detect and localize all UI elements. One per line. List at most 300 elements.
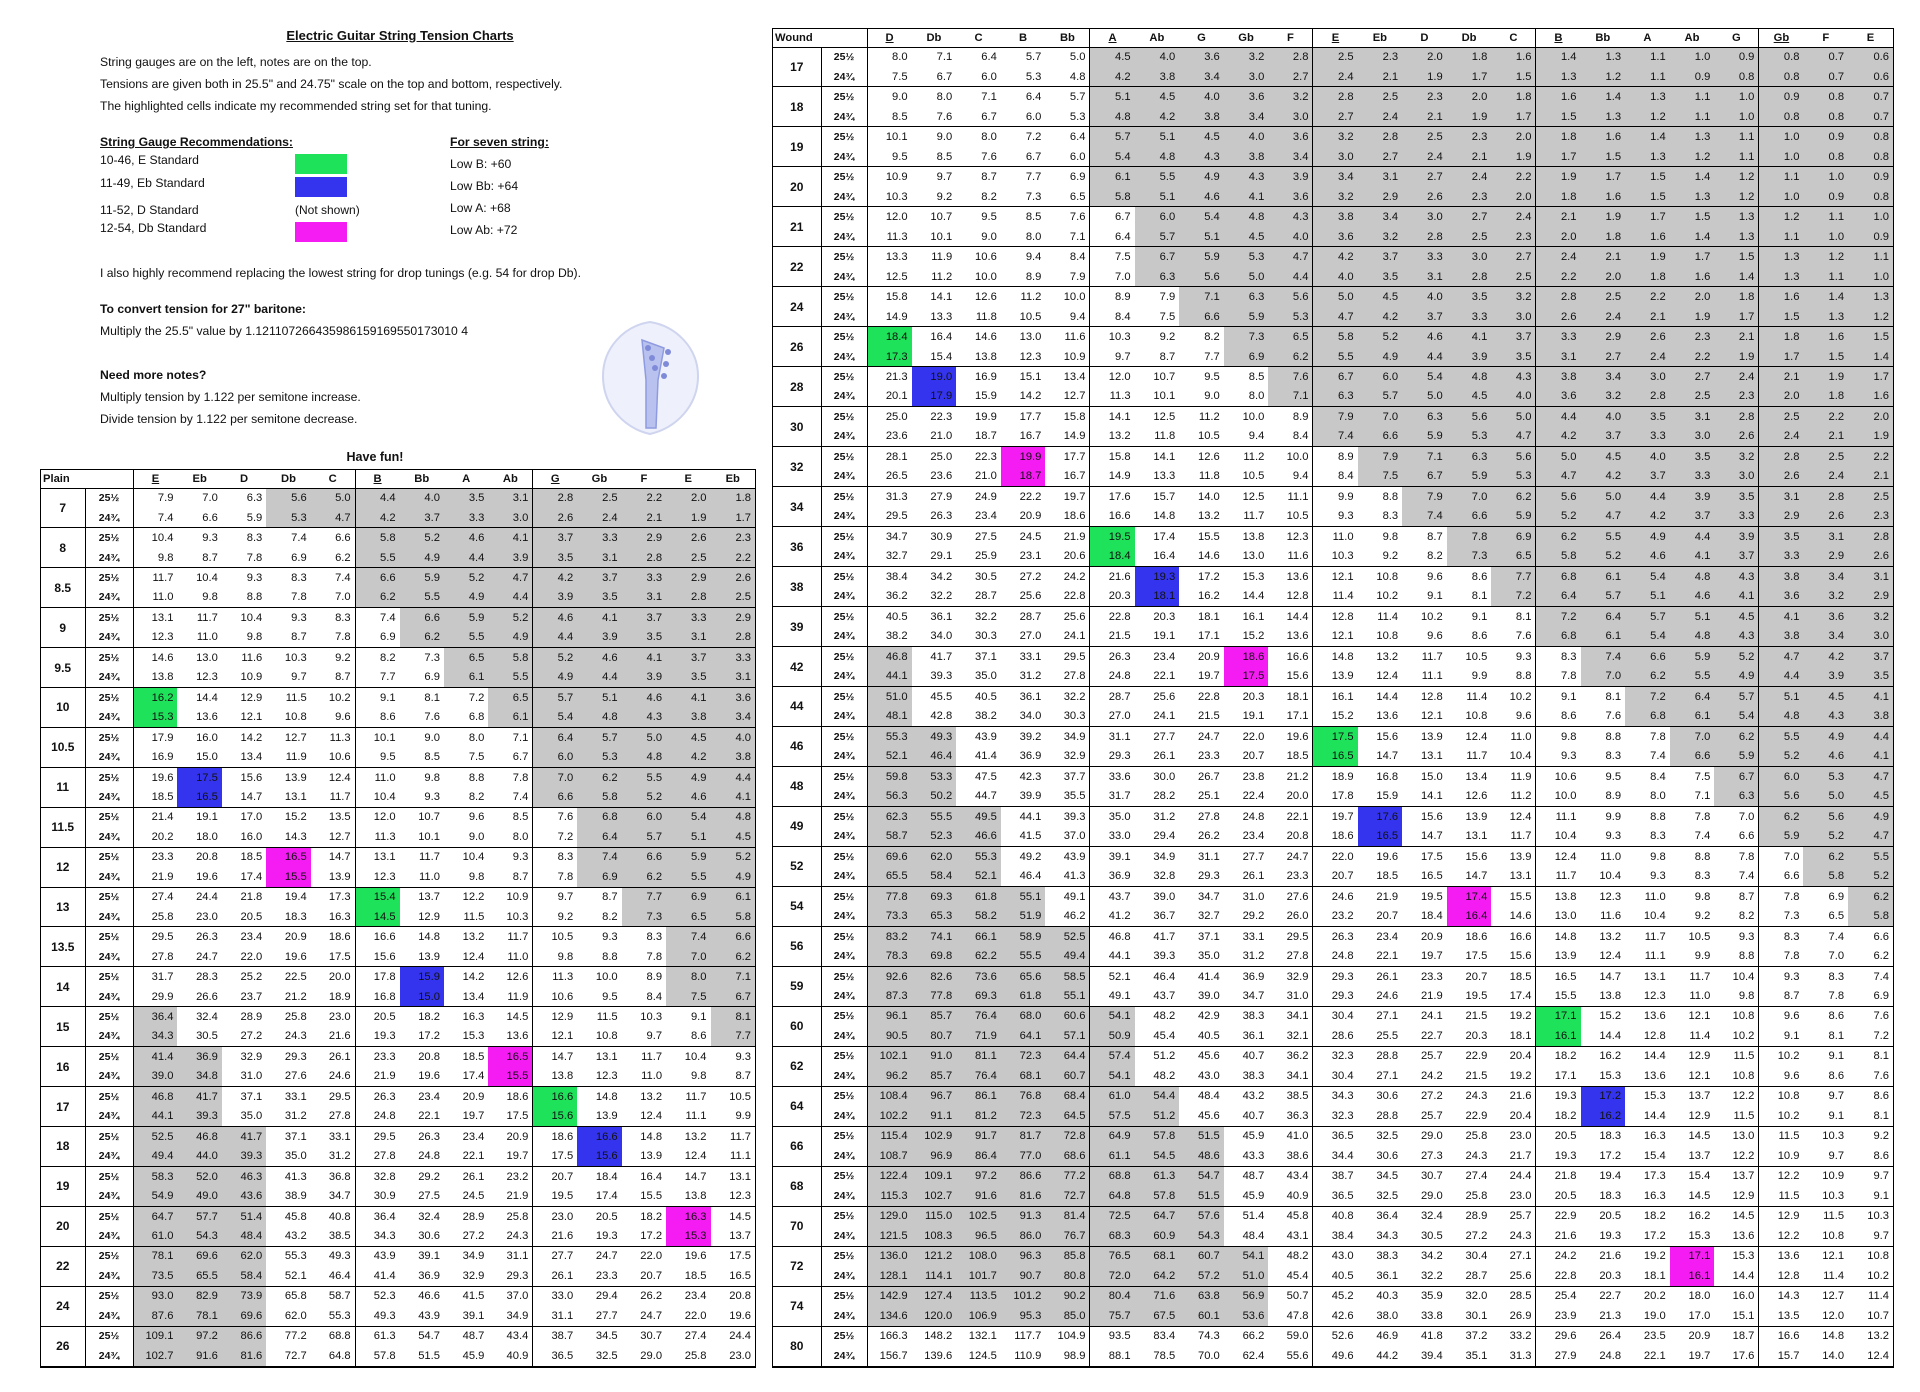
tension-cell: 43.4 (1286, 1170, 1309, 1183)
tension-cell: 17.4 (1447, 886, 1492, 906)
tension-cell: 12.4 (1848, 1346, 1893, 1367)
tension-cell: 8.8 (577, 947, 621, 967)
tension-cell: 1.5 (1759, 307, 1804, 327)
tension-cell: 2.4 (1759, 427, 1804, 447)
tension-cell: 3.0 (1224, 67, 1269, 87)
tension-cell: 6.3 (1224, 287, 1269, 307)
tension-cell: 3.7 (1848, 647, 1893, 667)
plain-table-row (41, 727, 755, 747)
tension-cell: 5.4 (1402, 367, 1447, 387)
tension-cell: 21.2 (266, 987, 310, 1007)
tension-cell: 0.8 (1759, 107, 1804, 127)
tension-cell: 27.8 (311, 1107, 355, 1127)
tension-cell: 0.8 (1848, 187, 1893, 207)
tension-cell: 69.3 (912, 886, 957, 906)
tension-cell: 12.8 (1313, 607, 1358, 627)
tension-cell: 19.7 (488, 1146, 532, 1166)
tension-cell: 2.7 (1670, 367, 1715, 387)
tension-cell: 77.8 (867, 886, 912, 906)
tension-cell: 3.7 (1402, 307, 1447, 327)
tension-cell: 6.9 (266, 548, 310, 568)
tension-cell: 41.3 (284, 1170, 307, 1183)
tension-cell: 19.6 (1376, 850, 1399, 863)
tension-cell: 4.9 (488, 628, 532, 648)
tension-cell: 6.2 (355, 588, 399, 608)
plain-table-row (41, 548, 755, 568)
wound-gauge-cell: 62 (773, 1046, 821, 1086)
tension-cell: 19.3 (1581, 1226, 1626, 1246)
tension-cell: 7.6 (1268, 367, 1313, 387)
tension-cell: 4.1 (1670, 547, 1715, 567)
tension-cell: 11.8 (1135, 427, 1180, 447)
tension-cell: 13.8 (956, 347, 1001, 367)
tension-cell: 24.4 (196, 891, 218, 904)
tension-cell: 14.1 (1153, 450, 1176, 463)
tension-cell: 20.7 (1313, 866, 1358, 886)
tension-cell: 15.2 (284, 811, 307, 824)
tension-cell: 21.9 (355, 1067, 399, 1087)
tension-cell: 5.7 (1025, 51, 1042, 64)
tension-cell: 36.4 (1376, 1210, 1399, 1223)
recommendations-heading: String Gauge Recommendations: (100, 135, 293, 149)
tension-cell: 15.0 (1420, 770, 1443, 783)
tension-cell: 122.4 (867, 1166, 912, 1186)
tension-cell: 16.7 (1045, 467, 1090, 487)
tension-cell: 26.1 (328, 1050, 351, 1063)
tension-cell: 13.6 (1268, 627, 1313, 647)
tension-cell: 1.7 (1670, 247, 1715, 267)
tension-cell: 12.3 (1599, 890, 1622, 903)
tension-cell: 3.9 (488, 548, 532, 568)
scale-label: 25½ (821, 966, 867, 986)
wound-note-header: Ab (1135, 29, 1180, 47)
tension-cell: 37.1 (240, 1090, 263, 1103)
tension-cell: 2.6 (1536, 307, 1581, 327)
tension-cell: 9.8 (1536, 726, 1581, 746)
tension-cell: 8.8 (1650, 810, 1666, 823)
plain-table-row (41, 568, 755, 588)
tension-cell: 98.9 (1045, 1346, 1090, 1367)
tension-cell: 3.8 (666, 707, 710, 727)
tension-cell: 1.7 (711, 508, 756, 528)
tension-cell: 30.0 (1153, 770, 1176, 783)
tension-cell: 39.0 (1153, 890, 1176, 903)
scale-label: 25½ (85, 568, 133, 588)
tension-cell: 18.6 (328, 931, 351, 944)
tension-cell: 14.8 (640, 1130, 663, 1143)
tension-cell: 7.0 (1358, 407, 1403, 427)
tension-cell: 18.7 (956, 427, 1001, 447)
tension-cell: 1.2 (1714, 167, 1759, 187)
tension-cell: 14.5 (1732, 1210, 1755, 1223)
tension-cell: 3.4 (1581, 367, 1626, 387)
tension-cell: 7.4 (1828, 930, 1845, 943)
tension-cell: 8.7 (711, 1067, 756, 1087)
tension-cell: 49.4 (1045, 946, 1090, 966)
tension-cell: 9.8 (1714, 986, 1759, 1006)
tension-cell: 10.8 (1376, 570, 1399, 583)
tension-cell: 11.7 (641, 1050, 663, 1063)
tension-cell: 11.9 (266, 747, 310, 767)
tension-cell: 10.9 (867, 167, 912, 187)
tension-cell: 28.9 (462, 1210, 485, 1223)
tension-cell: 11.4 (1868, 1290, 1889, 1303)
tension-cell: 29.5 (328, 1090, 351, 1103)
tension-cell: 15.6 (355, 947, 399, 967)
tension-cell: 9.6 (1491, 706, 1536, 726)
tension-cell: 41.0 (1286, 1130, 1309, 1143)
tension-cell: 6.2 (1803, 846, 1848, 866)
tension-cell: 9.1 (1759, 1026, 1804, 1046)
scale-label: 25½ (85, 648, 133, 668)
scale-label: 24¾ (85, 1186, 133, 1206)
tension-cell: 3.9 (1803, 667, 1848, 687)
tension-cell: 11.3 (329, 731, 351, 744)
tension-cell: 5.5 (666, 867, 710, 887)
wound-note-header: A (1625, 29, 1670, 47)
tension-cell: 9.5 (1605, 770, 1622, 783)
wound-gauge-cell: 80 (773, 1326, 821, 1367)
tension-cell: 19.6 (1286, 730, 1309, 743)
tension-cell: 64.5 (1045, 1106, 1090, 1126)
tension-cell: 0.9 (1670, 67, 1715, 87)
scale-label: 25½ (821, 687, 867, 707)
tension-cell: 8.1 (1848, 1106, 1893, 1126)
tension-cell: 5.9 (1447, 467, 1492, 487)
tension-cell: 9.2 (533, 907, 577, 927)
tension-cell: 7.5 (444, 747, 488, 767)
tension-cell: 15.3 (1643, 1090, 1666, 1103)
tension-cell: 13.2 (684, 1130, 707, 1143)
tension-cell: 16.0 (1732, 1290, 1755, 1303)
tension-cell: 1.9 (1447, 107, 1492, 127)
tension-cell: 9.8 (133, 548, 177, 568)
tension-cell: 11.1 (666, 1107, 710, 1127)
tension-cell: 55.3 (867, 726, 912, 746)
tension-cell: 3.5 (666, 668, 710, 688)
tension-cell: 3.3 (1447, 307, 1492, 327)
tension-cell: 14.6 (975, 331, 997, 344)
tension-cell: 7.8 (533, 867, 577, 887)
tension-cell: 102.1 (867, 1046, 912, 1066)
tension-cell: 72.3 (1001, 1046, 1046, 1066)
tension-cell: 24.6 (311, 1067, 355, 1087)
tension-cell: 14.0 (1803, 1346, 1848, 1367)
tension-cell: 1.1 (1670, 87, 1715, 107)
tension-cell: 10.3 (640, 1011, 663, 1023)
tension-cell: 15.9 (1358, 786, 1403, 806)
tension-cell: 18.7 (1001, 467, 1046, 487)
tension-cell: 13.6 (1643, 1010, 1666, 1023)
tension-cell: 8.7 (266, 628, 310, 648)
tension-cell: 8.3 (1581, 746, 1626, 766)
tension-cell: 45.2 (1313, 1286, 1358, 1306)
tension-cell: 32.5 (1376, 1130, 1399, 1143)
wound-gauge-cell: 44 (773, 687, 821, 727)
scale-label: 25½ (821, 567, 867, 587)
seven-low-ab: Low Ab: +72 (450, 223, 518, 237)
more-notes-heading: Need more notes? (100, 368, 207, 382)
plain-table-row (41, 668, 755, 688)
tension-cell: 3.0 (1268, 107, 1313, 127)
plain-table-row (41, 927, 755, 947)
plain-gauge-cell: 14 (41, 967, 85, 1007)
tension-cell: 11.0 (1600, 850, 1622, 863)
tension-cell: 21.6 (311, 1027, 355, 1047)
tension-cell: 25.7 (1420, 1050, 1443, 1063)
plain-gauge-cell: 8.5 (41, 568, 85, 608)
tension-cell: 43.9 (1063, 850, 1086, 863)
tension-cell: 21.6 (1509, 1090, 1532, 1103)
tension-cell: 10.0 (1536, 786, 1581, 806)
tension-cell: 108.3 (912, 1226, 957, 1246)
tension-cell: 3.0 (1848, 627, 1893, 647)
tension-cell: 6.6 (1179, 307, 1224, 327)
tension-cell: 24.3 (266, 1027, 310, 1047)
tension-cell: 6.8 (1625, 706, 1670, 726)
tension-cell: 1.0 (1714, 107, 1759, 127)
tension-cell: 2.9 (622, 528, 666, 548)
tension-cell: 57.2 (1179, 1266, 1224, 1286)
tension-cell: 10.4 (1625, 906, 1670, 926)
tension-cell: 5.1 (1625, 587, 1670, 607)
tension-cell: 2.1 (1536, 207, 1581, 227)
tension-cell: 64.8 (311, 1346, 355, 1367)
tension-cell: 5.7 (577, 727, 621, 747)
tension-cell: 68.4 (1045, 1086, 1090, 1106)
tension-cell: 4.9 (533, 668, 577, 688)
tension-cell: 5.5 (444, 628, 488, 648)
tension-cell: 15.8 (1063, 410, 1086, 423)
tension-cell: 8.3 (1536, 647, 1581, 667)
tension-cell: 4.4 (1670, 527, 1715, 547)
tension-cell: 7.6 (1873, 1010, 1889, 1023)
tension-cell: 13.2 (1599, 930, 1622, 943)
tension-cell: 7.6 (1069, 211, 1086, 224)
tension-cell: 56.3 (867, 786, 912, 806)
tension-cell: 124.5 (956, 1346, 1001, 1367)
tension-cell: 10.5 (1224, 467, 1269, 487)
tension-cell: 73.3 (867, 906, 912, 926)
wound-gauge-cell: 34 (773, 487, 821, 527)
tension-cell: 10.8 (266, 707, 310, 727)
tension-cell: 1.6 (1536, 87, 1581, 107)
tension-cell: 27.9 (930, 490, 953, 503)
tension-cell: 1.4 (1848, 347, 1893, 367)
tension-cell: 23.0 (328, 1011, 351, 1023)
tension-cell: 10.7 (418, 811, 440, 824)
tension-cell: 2.3 (1491, 227, 1536, 247)
tension-cell: 19.6 (711, 1306, 756, 1326)
tension-cell: 3.4 (1179, 67, 1224, 87)
tension-cell: 48.2 (1153, 1010, 1176, 1023)
wound-gauge-cell: 28 (773, 367, 821, 407)
tension-cell: 77.2 (284, 1330, 307, 1343)
tension-cell: 33.2 (1509, 1330, 1532, 1343)
tension-cell: 13.1 (266, 787, 310, 807)
tension-cell: 11.7 (1689, 970, 1711, 983)
tension-cell: 10.0 (1286, 450, 1309, 463)
plain-note-header: E (133, 470, 177, 488)
tension-cell: 5.6 (1447, 407, 1492, 427)
tension-cell: 1.1 (1625, 47, 1670, 67)
tension-cell: 27.4 (684, 1330, 707, 1343)
tension-cell: 97.2 (177, 1326, 221, 1346)
tension-cell: 11.4 (1670, 1026, 1715, 1046)
wound-note-header: B (1001, 29, 1046, 47)
tension-cell: 4.2 (666, 747, 710, 767)
tension-cell: 40.9 (1268, 1186, 1313, 1206)
tension-cell: 0.9 (1759, 87, 1804, 107)
wound-note-header: C (956, 29, 1001, 47)
tension-cell: 20.7 (622, 1266, 666, 1286)
tension-cell: 30.6 (1376, 1090, 1399, 1103)
tension-cell: 1.0 (1759, 127, 1804, 147)
tension-cell: 11.6 (1268, 547, 1313, 567)
tension-cell: 46.4 (311, 1266, 355, 1286)
tension-cell: 32.2 (912, 587, 957, 607)
plain-gauge-cell: 10 (41, 688, 85, 728)
tension-cell: 92.6 (867, 966, 912, 986)
tension-cell: 5.0 (622, 727, 666, 747)
tension-cell: 14.8 (595, 1090, 618, 1103)
tension-cell: 16.1 (1242, 610, 1265, 623)
tension-cell: 0.8 (1759, 47, 1804, 67)
plain-table-row (41, 528, 755, 548)
tension-cell: 16.2 (1179, 587, 1224, 607)
plain-table-row (41, 588, 755, 608)
tension-cell: 13.8 (133, 668, 177, 688)
tension-cell: 27.2 (1019, 570, 1042, 583)
tension-cell: 49.1 (1063, 890, 1086, 903)
tension-cell: 6.3 (246, 492, 263, 505)
tension-cell: 5.6 (266, 488, 310, 508)
tension-cell: 75.7 (1090, 1306, 1135, 1326)
tension-cell: 22.9 (1465, 1050, 1488, 1063)
tension-cell: 3.1 (1803, 527, 1848, 547)
tension-cell: 15.6 (1268, 667, 1313, 687)
tension-cell: 55.5 (912, 806, 957, 826)
tension-cell: 8.7 (177, 548, 221, 568)
tension-cell: 12.3 (1286, 530, 1309, 543)
wound-table-row (773, 667, 1893, 687)
tension-cell: 1.8 (1759, 327, 1804, 347)
tension-cell: 30.5 (177, 1027, 221, 1047)
tension-cell: 12.3 (177, 668, 221, 688)
tension-cell: 14.8 (1536, 926, 1581, 946)
tension-cell: 6.8 (577, 807, 621, 827)
plain-gauge-cell: 9 (41, 608, 85, 648)
tension-cell: 1.1 (1625, 67, 1670, 87)
tension-cell: 7.4 (666, 927, 710, 947)
tension-cell: 78.3 (867, 946, 912, 966)
tension-cell: 121.5 (867, 1226, 912, 1246)
tension-cell: 17.5 (729, 1250, 751, 1263)
tension-cell: 85.7 (912, 1006, 957, 1026)
tension-cell: 10.8 (1867, 1250, 1889, 1263)
tension-cell: 3.9 (1268, 167, 1313, 187)
tension-cell: 17.3 (1643, 1170, 1666, 1183)
tension-cell: 8.1 (1605, 690, 1622, 703)
tension-cell: 55.3 (311, 1306, 355, 1326)
tension-cell: 11.6 (241, 651, 263, 664)
wound-table-row (773, 527, 1893, 547)
tension-cell: 2.0 (1670, 287, 1715, 307)
tension-cell: 3.8 (1759, 627, 1804, 647)
tension-cell: 3.5 (1714, 487, 1759, 507)
tension-cell: 2.8 (666, 588, 710, 608)
wound-table-row (773, 547, 1893, 567)
tension-cell: 20.9 (462, 1090, 485, 1103)
tension-cell: 2.6 (1625, 327, 1670, 347)
tension-cell: 6.4 (1536, 587, 1581, 607)
tension-cell: 3.9 (533, 588, 577, 608)
tension-cell: 8.6 (1848, 1146, 1893, 1166)
tension-cell: 13.6 (1358, 706, 1403, 726)
tension-cell: 6.0 (956, 67, 1001, 87)
tension-cell: 22.8 (1197, 690, 1220, 703)
tension-cell: 1.8 (1491, 87, 1536, 107)
wound-table-row (773, 207, 1893, 227)
tension-cell: 7.7 (622, 887, 666, 907)
tension-cell: 23.3 (1268, 866, 1313, 886)
tension-cell: 37.1 (975, 650, 997, 663)
tension-cell: 7.3 (1001, 187, 1046, 207)
tension-cell: 80.8 (1045, 1266, 1090, 1286)
tension-cell: 37.1 (284, 1130, 307, 1143)
wound-table-row (773, 1306, 1893, 1326)
tension-cell: 5.0 (1581, 487, 1626, 507)
tension-cell: 15.7 (1153, 490, 1176, 503)
tension-cell: 7.8 (1694, 810, 1711, 823)
tension-cell: 1.1 (1759, 227, 1804, 247)
tension-cell: 11.2 (1243, 450, 1265, 463)
tension-cell: 40.5 (867, 607, 912, 627)
plain-gauge-cell: 13 (41, 887, 85, 927)
tension-cell: 45.4 (1268, 1266, 1313, 1286)
tension-cell: 6.2 (1268, 347, 1313, 367)
tension-cell: 9.3 (512, 851, 529, 864)
tension-cell: 16.5 (1358, 826, 1403, 846)
tension-cell: 3.5 (533, 548, 577, 568)
tension-cell: 27.8 (1268, 946, 1313, 966)
tension-cell: 19.7 (1063, 490, 1086, 503)
wound-gauge-cell: 18 (773, 87, 821, 127)
wound-table-row (773, 47, 1893, 67)
tension-cell: 42.8 (912, 706, 957, 726)
tension-cell: 27.5 (975, 530, 997, 543)
tension-cell: 2.1 (1714, 327, 1759, 347)
tension-cell: 22.3 (975, 450, 997, 463)
tension-cell: 3.6 (1803, 607, 1848, 627)
tension-cell: 32.5 (1358, 1186, 1403, 1206)
tension-cell: 30.3 (956, 627, 1001, 647)
plain-table-row (41, 1186, 755, 1206)
tension-cell: 7.7 (1491, 567, 1536, 587)
tension-cell: 25.8 (1447, 1186, 1492, 1206)
tension-cell: 13.8 (1242, 530, 1265, 543)
tension-cell: 24.2 (1063, 570, 1086, 583)
tension-cell: 45.6 (1179, 1106, 1224, 1126)
tension-cell: 13.2 (1867, 1330, 1889, 1343)
tension-cell: 17.1 (1536, 1066, 1581, 1086)
tension-cell: 3.5 (1759, 527, 1804, 547)
tension-cell: 19.2 (1643, 1250, 1666, 1263)
tension-cell: 12.0 (355, 807, 399, 827)
tension-cell: 6.0 (1045, 147, 1090, 167)
tension-cell: 9.1 (1536, 687, 1581, 707)
tension-cell: 2.3 (1447, 187, 1492, 207)
